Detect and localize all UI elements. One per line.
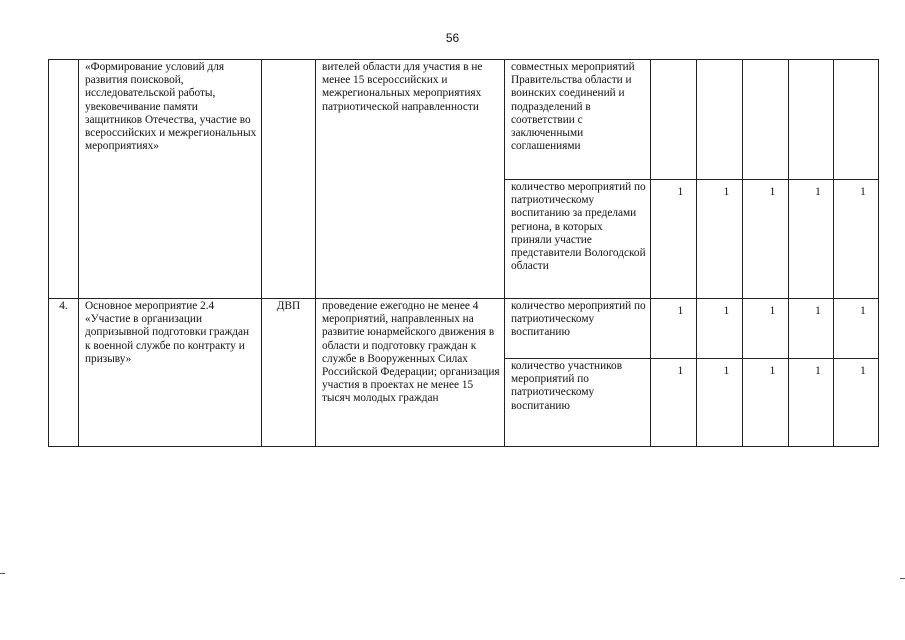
indicator-value-cell <box>743 60 789 180</box>
executor-code-cell <box>262 60 316 299</box>
indicator-value-cell <box>651 60 697 180</box>
indicator-value-cell: 1 <box>743 180 789 299</box>
indicator-cell: совместных мероприятий Правительства области и воинских соединений и подразделений в соответствии с заключенными соглашениями <box>505 60 651 180</box>
indicator-value-cell: 1 <box>789 299 834 359</box>
indicator-value-cell: 1 <box>743 359 789 447</box>
indicator-value-cell: 1 <box>834 180 879 299</box>
table-row <box>49 299 879 359</box>
indicator-value-cell: 1 <box>651 359 697 447</box>
scan-margin-mark <box>900 578 905 579</box>
indicator-cell: количество участников мероприятий по патриотическому воспитанию <box>505 359 651 447</box>
activity-name-cell: «Формирование условий для развития поисковой, исследовательской работы, увековечивание памяти защитников Отечества, участие во всероссийских и межрегиональных мероприятиях» <box>79 60 262 299</box>
indicator-value-cell: 1 <box>651 180 697 299</box>
expected-result-cell: проведение ежегодно не менее 4 мероприятий, направленных на развитие юнармейского движения в области и подготовку граждан к службе в Вооруженных Силах Российской Федерации; организация участия в проектах не менее 15 тысяч молодых граждан <box>316 299 505 447</box>
indicator-value-cell: 1 <box>789 180 834 299</box>
scan-margin-mark <box>0 573 5 574</box>
indicator-value-cell <box>789 60 834 180</box>
indicator-value-cell: 1 <box>697 359 743 447</box>
page-number: 56 <box>445 31 460 45</box>
indicator-value-cell <box>834 60 879 180</box>
indicator-value-cell: 1 <box>789 359 834 447</box>
table-row <box>49 60 879 180</box>
indicator-value-cell: 1 <box>697 180 743 299</box>
expected-result-cell: вителей области для участия в не менее 15 всероссийских и межрегиональных мероприятиях патриотической направленности <box>316 60 505 299</box>
program-table <box>48 59 879 447</box>
indicator-value-cell: 1 <box>743 299 789 359</box>
executor-code-cell: ДВП <box>262 299 316 447</box>
indicator-value-cell: 1 <box>834 359 879 447</box>
indicator-cell: количество мероприятий по патриотическому воспитанию <box>505 299 651 359</box>
activity-name-cell: Основное мероприятие 2.4 «Участие в организации допризывной подготовки граждан к военной службе по контракту и призыву» <box>79 299 262 447</box>
indicator-value-cell: 1 <box>651 299 697 359</box>
indicator-value-cell: 1 <box>697 299 743 359</box>
row-number-cell: 4. <box>49 299 79 447</box>
row-number-cell <box>49 60 79 299</box>
indicator-value-cell <box>697 60 743 180</box>
indicator-value-cell: 1 <box>834 299 879 359</box>
indicator-cell: количество мероприятий по патриотическому воспитанию за пределами региона, в которых приняли участие представители Вологодской области <box>505 180 651 299</box>
